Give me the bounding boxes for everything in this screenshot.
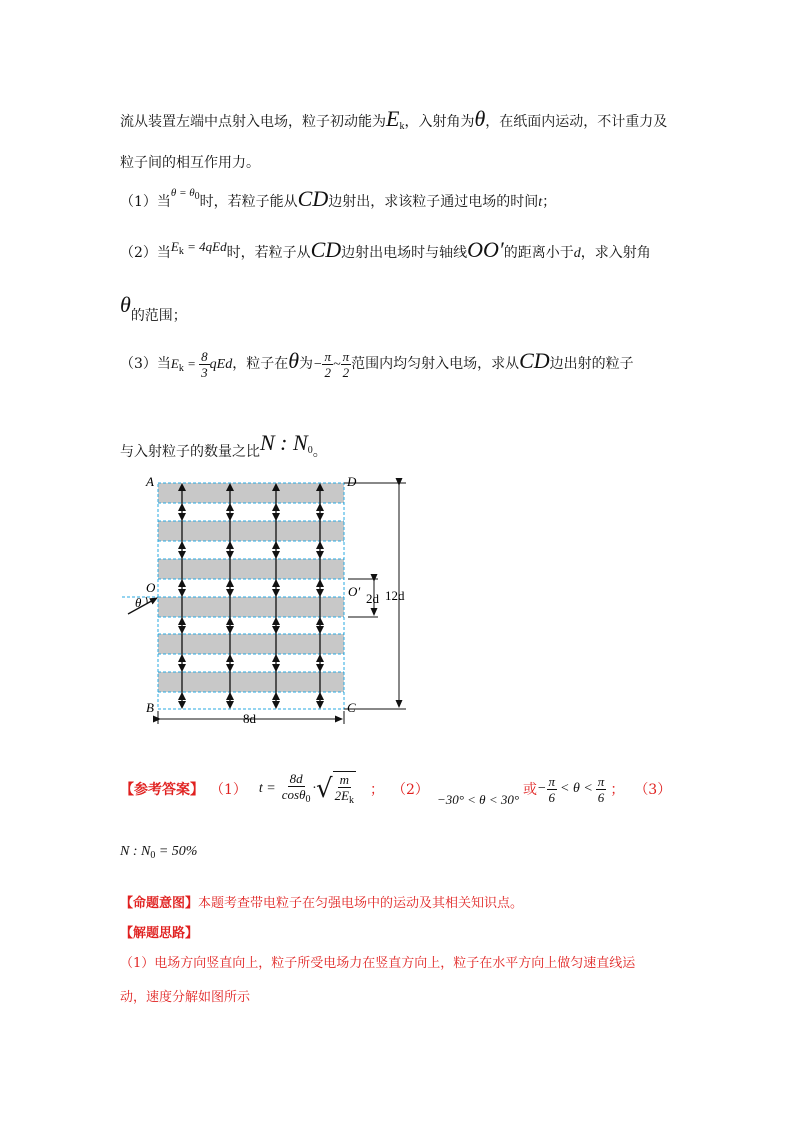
- q3-condition: $E_k$ =: [170, 356, 200, 374]
- label-D: D: [347, 474, 357, 489]
- label-A: A: [146, 474, 154, 489]
- q2-condition: $E_k = 4qEd$: [170, 239, 227, 257]
- solution-tag: 【解题思路】: [120, 926, 199, 941]
- sqrt-expression: √ $\frac{m}{2E_k}$: [315, 771, 355, 806]
- label-theta: θ: [135, 595, 142, 610]
- problem-line-1: 流从装置左端中点射入电场，粒子初动能为$E_k$，入射角为θ，在纸面内运动，不计重力及: [120, 106, 668, 132]
- question-3-line-2: 与入射粒子的数量之比N : $N_0$。: [120, 430, 327, 460]
- answer-fraction-1: $\frac{8d}{\cos\theta_0}$: [281, 771, 311, 805]
- question-2: （2）当$E_k = 4qEd$时，若粒子从CD边射出电场时与轴线OO′的距离小于d，求入射角: [120, 237, 651, 262]
- intent-line: 【命题意图】本题考查带电粒子在匀强电场中的运动及其相关知识点。: [120, 896, 524, 911]
- incident-particle-arrow: [128, 598, 157, 614]
- label-2d: 2d: [366, 591, 379, 606]
- label-O: O: [146, 580, 156, 595]
- question-1: （1）当$^{\theta = \theta 0}$时，若粒子能从CD边射出，求该粒子通过电场的时间t；: [120, 186, 557, 211]
- ek-symbol: $E_k$: [386, 106, 405, 132]
- angle-arc: [146, 597, 147, 604]
- field-diagram: [115, 468, 415, 733]
- q3-ratio: N : $N_0$: [260, 430, 313, 456]
- question-2-line-2: θ的范围；: [120, 292, 187, 324]
- label-O-prime: O′: [348, 584, 361, 599]
- label-B: B: [146, 700, 154, 715]
- label-12d: 12d: [385, 588, 405, 603]
- q1-condition: θ = θ0: [170, 187, 200, 202]
- answer-ratio: N : $N_0 = 50\%$: [120, 844, 198, 861]
- shaded-strips: [158, 483, 344, 692]
- label-8d: 8d: [243, 711, 256, 726]
- reference-answer: 【参考答案】 （1） t = $\frac{8d}{\cos\theta_0}$ · √ $\frac{m}{2E_k}$ ； （2） −30° < θ < 30° 或 − $\frac{\pi}{6}$ < θ < $\frac{\pi}{6}$ ； （3）: [120, 771, 672, 807]
- solution-line-2: 动，速度分解如图所示: [120, 990, 251, 1005]
- problem-line-2: 粒子间的相互作用力。: [120, 155, 260, 171]
- solution-line-1: （1）电场方向竖直向上，粒子所受电场力在竖直方向上，粒子在水平方向上做匀速直线运: [120, 956, 636, 971]
- label-C: C: [347, 700, 356, 715]
- question-3: （3）当$E_k$ = $\frac{8}{3}$ qEd，粒子在θ为− $\frac{\pi}{2}$ ~ $\frac{\pi}{2}$ 范围内均匀射入电场，求从CD边出射的粒子: [120, 348, 634, 380]
